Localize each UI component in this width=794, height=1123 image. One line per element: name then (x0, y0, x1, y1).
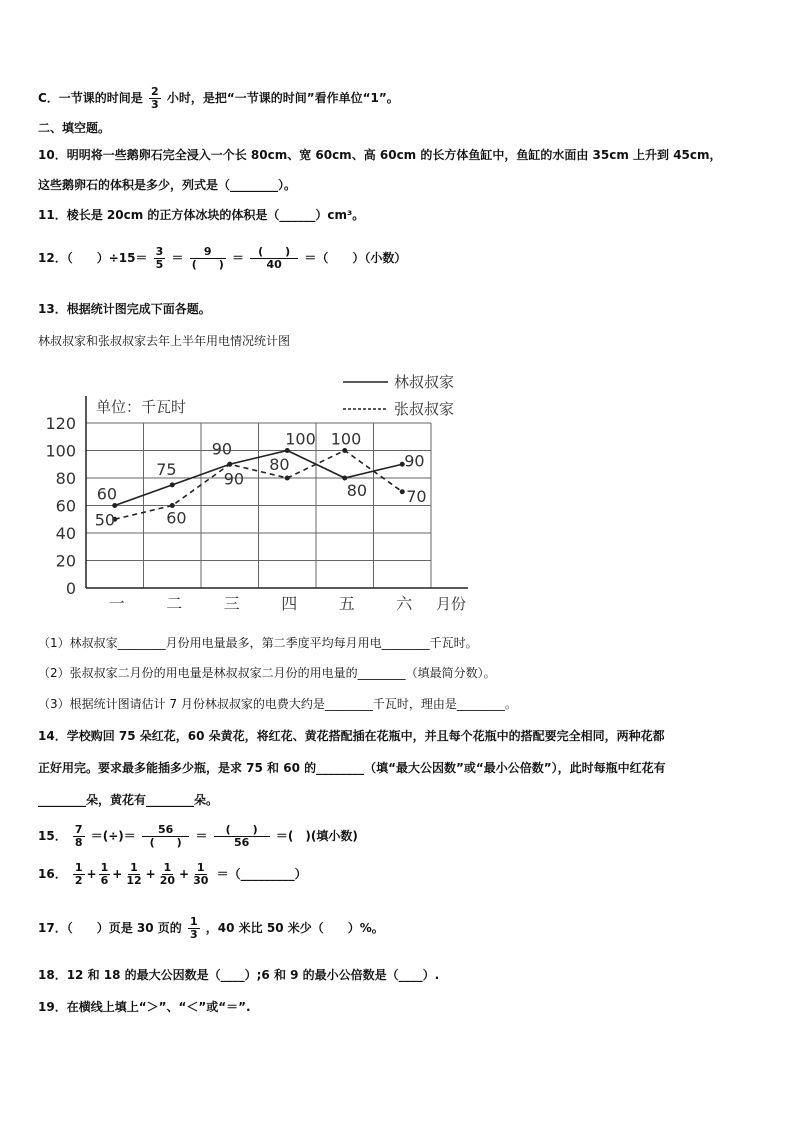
data-point (285, 476, 290, 481)
data-point (342, 476, 347, 481)
q11: 11．棱长是 20cm 的正方体冰块的体积是（______）cm³。 (38, 208, 365, 222)
q13-1: （1）林叔叔家________月份用电量最多，第二季度平均每月用电________千瓦时。 (38, 636, 478, 650)
section-heading: 二、填空题。 (38, 121, 111, 135)
q12-pre: 12．（ ）÷15＝ (38, 251, 148, 265)
data-label: 70 (406, 486, 427, 506)
q15-mid: ＝(÷)＝ (90, 829, 136, 843)
x-tick-label: 一 (108, 594, 125, 613)
data-point (400, 489, 405, 494)
fraction: $\frac{1}{12}$ (126, 861, 142, 887)
x-tick-label: 三 (223, 594, 240, 613)
q16-pre: 16． (38, 867, 67, 881)
q16-post: ＝（_________） (216, 867, 307, 881)
fraction: $\frac{( )}{40}$ (250, 246, 298, 271)
plus-sign: + (145, 867, 156, 881)
fraction: $\frac{1}{2}$ (74, 861, 83, 887)
option-c (38, 86, 399, 111)
x-axis-unit: 月份 (436, 595, 467, 613)
legend-label: 张叔叔家 (394, 400, 455, 418)
q10-line2: 这些鹅卵石的体积是多少，列式是（________）。 (38, 178, 297, 192)
data-label: 80 (346, 481, 368, 500)
fraction: $\frac{1}{6}$ (100, 861, 109, 887)
fraction: $\frac{56}{( )}$ (142, 824, 189, 849)
fraction: $\frac{( )}{56}$ (214, 824, 270, 849)
q12 (38, 246, 406, 271)
q15-pre: 15． (38, 829, 67, 843)
plus-sign: + (112, 867, 123, 881)
y-tick-label: 20 (55, 551, 76, 571)
equals-sign: ＝ (195, 829, 208, 843)
q13-3: （3）根据统计图请估计 7 月份林叔叔家的电费大约是________千瓦时，理由是________。 (38, 697, 517, 711)
fraction: $\frac{1}{20}$ (159, 861, 176, 887)
q10-line1: 10．明明将一些鹅卵石完全浸入一个长 80cm、宽 60cm、高 60cm 的长方体鱼缸中，鱼缸的水面由 35cm 上升到 45cm， (38, 148, 722, 162)
chart-title: 林叔叔家和张叔叔家去年上半年用电情况统计图 (38, 334, 291, 348)
q14-line1: 14．学校购回 75 朵红花，60 朵黄花，将红花、黄花搭配插在花瓶中，并且每个花瓶中的搭配要完全相同，两种花都 (38, 729, 665, 743)
fraction: $\frac{9}{( )}$ (191, 245, 224, 271)
y-tick-label: 80 (55, 469, 76, 488)
y-tick-label: 40 (55, 524, 76, 543)
q12-post: ＝（ ）（小数） (304, 251, 407, 265)
fraction: $\frac{7}{8}$ (74, 823, 83, 849)
option-c-text: C．一节课的时间是 (38, 91, 143, 105)
data-point (112, 503, 117, 508)
q17-pre: 17．（ ）页是 30 页的 (38, 921, 182, 935)
data-label: 100 (285, 429, 316, 449)
q15 (38, 824, 358, 849)
y-tick-label: 100 (45, 441, 76, 461)
q17-post: ，40 米比 50 米少（ ）%。 (205, 921, 384, 935)
electricity-line-chart (38, 366, 478, 616)
fraction: $\frac{2}{3}$ (151, 85, 159, 111)
plus-sign: + (179, 867, 190, 881)
data-label: 90 (211, 439, 233, 459)
data-point (170, 482, 175, 487)
data-label: 60 (96, 484, 118, 504)
q16 (38, 862, 307, 887)
q13-2: （2）张叔叔家二月份的用电量是林叔叔家二月份的用电量的________（填最简分数）。 (38, 666, 496, 680)
legend-label: 林叔叔家 (394, 373, 455, 391)
q15-post: ＝( )(填小数) (275, 829, 358, 843)
fraction: $\frac{3}{5}$ (155, 245, 164, 271)
data-point (285, 448, 290, 453)
option-c-text-post: 小时，是把“一节课的时间”看作单位“1”。 (166, 91, 399, 105)
x-tick-label: 六 (396, 594, 413, 613)
data-label: 100 (330, 429, 362, 449)
q13: 13．根据统计图完成下面各题。 (38, 302, 211, 316)
equals-sign: ＝ (171, 251, 184, 265)
x-tick-label: 四 (281, 594, 298, 613)
q14-line3: ________朵，黄花有________朵。 (38, 793, 219, 807)
y-tick-label: 120 (45, 414, 76, 433)
data-label: 90 (404, 451, 425, 471)
y-tick-label: 0 (65, 579, 76, 598)
q17 (38, 916, 384, 941)
plus-sign: + (86, 867, 97, 881)
data-point (342, 448, 347, 453)
x-tick-label: 五 (338, 594, 355, 613)
data-label: 50 (94, 510, 116, 530)
q19: 19．在横线上填上“＞”、“＜”或“＝”. (38, 1000, 251, 1014)
data-point (170, 503, 175, 508)
fraction: $\frac{1}{30}$ (193, 861, 209, 887)
q14-line2: 正好用完。要求最多能插多少瓶，是求 75 和 60 的________（填“最大公因数”或“最小公倍数”），此时每瓶中红花有 (38, 761, 666, 775)
data-label: 90 (223, 469, 245, 489)
data-label: 80 (269, 455, 290, 474)
data-label: 75 (156, 459, 177, 479)
data-label: 60 (166, 508, 187, 528)
x-tick-label: 二 (166, 594, 183, 613)
q18: 18．12 和 18 的最大公因数是（____）;6 和 9 的最小公倍数是（____）. (38, 968, 440, 982)
unit-label: 单位：千瓦时 (96, 398, 187, 416)
y-tick-label: 60 (55, 496, 76, 516)
data-point (227, 462, 232, 467)
equals-sign: ＝ (231, 251, 244, 265)
fraction: $\frac{1}{3}$ (189, 915, 198, 941)
